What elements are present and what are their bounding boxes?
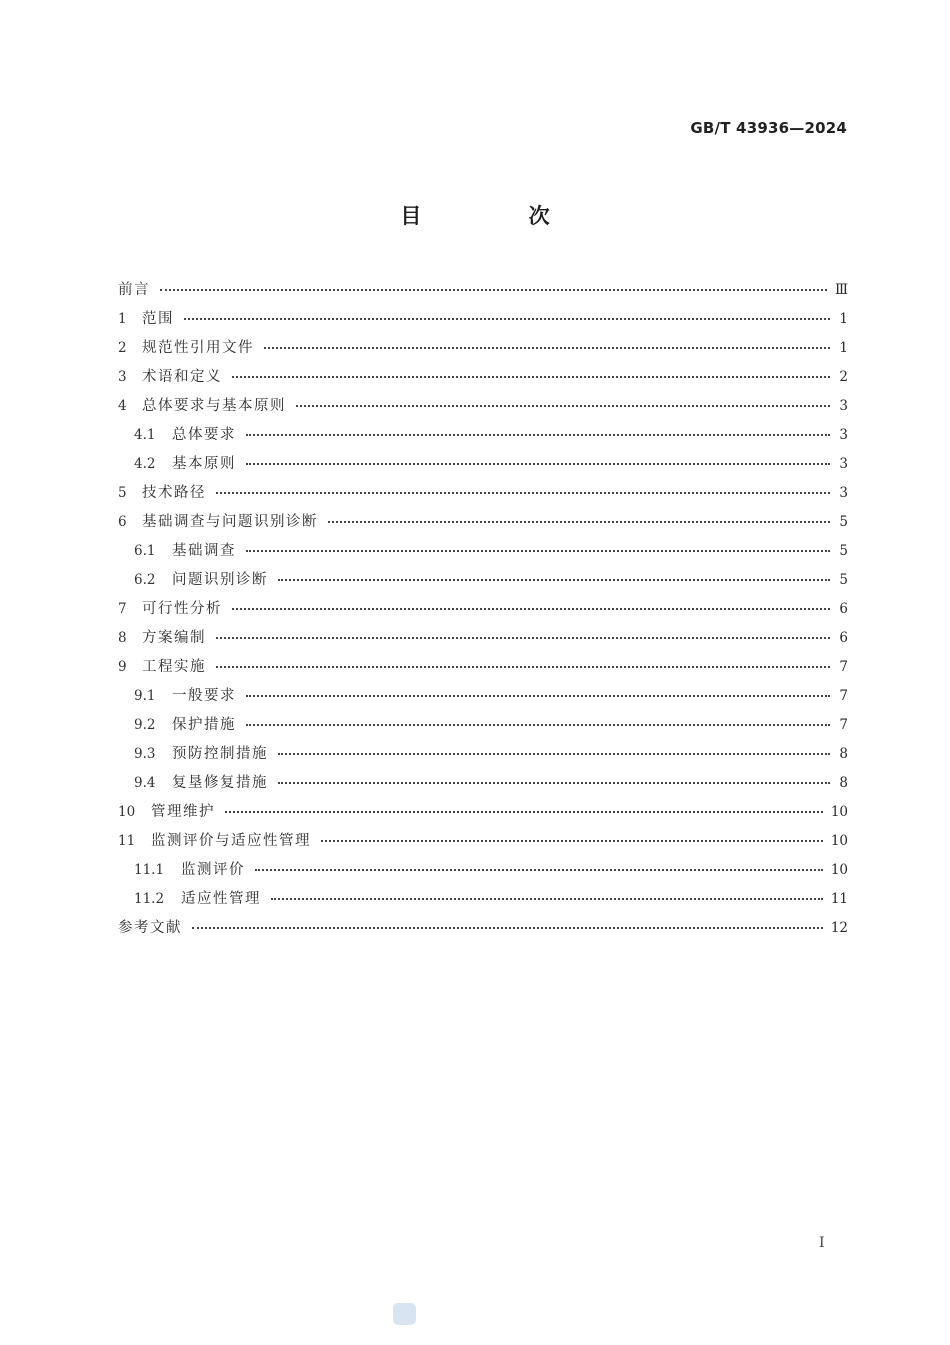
toc-entry-page: 7	[839, 688, 848, 704]
toc-entry[interactable]	[118, 276, 848, 305]
toc-entry-title: 术语和定义	[142, 369, 222, 385]
toc-entry-number: 3	[118, 369, 127, 385]
toc-dot-leader	[232, 608, 830, 610]
toc-entry-title: 预防控制措施	[172, 746, 268, 762]
toc-entry-page: 8	[839, 775, 848, 791]
toc-entry-page: 12	[830, 920, 848, 936]
toc-entry[interactable]	[118, 363, 848, 392]
toc-entry-number: 9.3	[134, 746, 156, 762]
toc-entry[interactable]	[118, 450, 848, 479]
toc-entry-page: 2	[839, 369, 848, 385]
toc-entry-number: 6.1	[134, 543, 156, 559]
toc-dot-leader	[264, 347, 830, 349]
toc-entry-title: 前言	[118, 282, 150, 298]
toc-dot-leader	[278, 579, 830, 581]
toc-entry-number: 4	[118, 398, 127, 414]
toc-entry-title: 规范性引用文件	[142, 340, 254, 356]
toc-entry-number: 11.1	[134, 862, 165, 878]
toc-entry-title: 复垦修复措施	[172, 775, 268, 791]
toc-entry-number: 9.2	[134, 717, 156, 733]
toc-entry-number: 5	[118, 485, 127, 501]
toc-entry-page: 5	[839, 514, 848, 530]
toc-entry[interactable]	[118, 479, 848, 508]
toc-entry-page: 10	[830, 804, 848, 820]
toc-entry-title: 基础调查与问题识别诊断	[142, 514, 318, 530]
toc-entry[interactable]	[118, 421, 848, 450]
toc-entry-title: 一般要求	[172, 688, 236, 704]
toc-entry-page: 6	[839, 630, 848, 646]
toc-entry[interactable]	[118, 914, 848, 943]
toc-dot-leader	[216, 666, 830, 668]
toc-entry-page: 5	[839, 543, 848, 559]
toc-dot-leader	[216, 637, 830, 639]
toc-entry-number: 9.4	[134, 775, 156, 791]
toc-entry[interactable]	[118, 682, 848, 711]
toc-entry-page: Ⅲ	[834, 282, 848, 298]
toc-entry-page: 5	[839, 572, 848, 588]
toc-entry-number: 1	[118, 311, 127, 327]
toc-dot-leader	[296, 405, 830, 407]
toc-entry-page: 3	[839, 398, 848, 414]
toc-entry[interactable]	[118, 624, 848, 653]
toc-title: 目 次	[400, 204, 600, 228]
toc-entry-page: 3	[839, 427, 848, 443]
table-of-contents	[118, 276, 848, 943]
toc-dot-leader	[184, 318, 830, 320]
toc-dot-leader	[232, 376, 830, 378]
toc-entry-title: 可行性分析	[142, 601, 222, 617]
toc-entry-title: 适应性管理	[181, 891, 261, 907]
toc-entry-number: 6.2	[134, 572, 156, 588]
toc-entry[interactable]	[118, 537, 848, 566]
toc-entry-page: 7	[839, 659, 848, 675]
toc-entry-title: 范围	[142, 311, 174, 327]
toc-entry-page: 3	[839, 485, 848, 501]
toc-dot-leader	[246, 724, 830, 726]
toc-entry-title: 监测评价与适应性管理	[151, 833, 311, 849]
toc-entry[interactable]	[118, 711, 848, 740]
toc-dot-leader	[246, 550, 830, 552]
toc-dot-leader	[246, 463, 830, 465]
toc-dot-leader	[246, 434, 830, 436]
toc-entry-title: 监测评价	[181, 862, 245, 878]
toc-dot-leader	[271, 898, 823, 900]
toc-dot-leader	[246, 695, 830, 697]
toc-entry-page: 1	[839, 340, 848, 356]
toc-dot-leader	[278, 753, 830, 755]
toc-entry-title: 参考文献	[118, 920, 182, 936]
toc-dot-leader	[328, 521, 830, 523]
standard-code: GB/T 43936—2024	[690, 119, 847, 137]
toc-entry-number: 6	[118, 514, 127, 530]
toc-entry-number: 11.2	[134, 891, 165, 907]
toc-entry-title: 管理维护	[151, 804, 215, 820]
toc-entry-number: 9.1	[134, 688, 156, 704]
toc-dot-leader	[255, 869, 823, 871]
toc-entry-page: 6	[839, 601, 848, 617]
watermark-logo	[393, 1303, 416, 1325]
toc-entry[interactable]	[118, 885, 848, 914]
toc-entry-page: 3	[839, 456, 848, 472]
toc-entry-number: 4.1	[134, 427, 156, 443]
toc-entry-title: 方案编制	[142, 630, 206, 646]
toc-entry-page: 7	[839, 717, 848, 733]
toc-entry[interactable]	[118, 566, 848, 595]
page-number: I	[819, 1235, 825, 1251]
toc-dot-leader	[321, 840, 823, 842]
toc-entry-page: 1	[839, 311, 848, 327]
toc-dot-leader	[192, 927, 823, 929]
toc-entry[interactable]	[118, 334, 848, 363]
toc-entry-page: 10	[830, 833, 848, 849]
toc-entry-number: 4.2	[134, 456, 156, 472]
toc-entry-title: 基础调查	[172, 543, 236, 559]
toc-entry[interactable]	[118, 653, 848, 682]
toc-entry[interactable]	[118, 392, 848, 421]
toc-entry-title: 技术路径	[142, 485, 206, 501]
toc-entry-title: 工程实施	[142, 659, 206, 675]
toc-entry-title: 基本原则	[172, 456, 236, 472]
toc-entry[interactable]	[118, 827, 848, 856]
toc-entry[interactable]	[118, 798, 848, 827]
toc-entry[interactable]	[118, 740, 848, 769]
toc-dot-leader	[225, 811, 823, 813]
toc-entry-title: 问题识别诊断	[172, 572, 268, 588]
toc-entry-number: 8	[118, 630, 127, 646]
toc-entry[interactable]	[118, 508, 848, 537]
toc-dot-leader	[278, 782, 830, 784]
toc-entry-title: 保护措施	[172, 717, 236, 733]
toc-dot-leader	[216, 492, 830, 494]
toc-entry[interactable]	[118, 305, 848, 334]
toc-entry-number: 11	[118, 833, 136, 849]
toc-entry-page: 8	[839, 746, 848, 762]
toc-entry-number: 7	[118, 601, 127, 617]
toc-entry-title: 总体要求与基本原则	[142, 398, 286, 414]
toc-entry-title: 总体要求	[172, 427, 236, 443]
toc-entry[interactable]	[118, 595, 848, 624]
toc-entry-page: 11	[830, 891, 848, 907]
toc-entry[interactable]	[118, 856, 848, 885]
toc-entry-page: 10	[830, 862, 848, 878]
toc-entry-number: 2	[118, 340, 127, 356]
toc-entry[interactable]	[118, 769, 848, 798]
toc-entry-number: 9	[118, 659, 127, 675]
toc-dot-leader	[160, 289, 827, 291]
toc-entry-number: 10	[118, 804, 136, 820]
